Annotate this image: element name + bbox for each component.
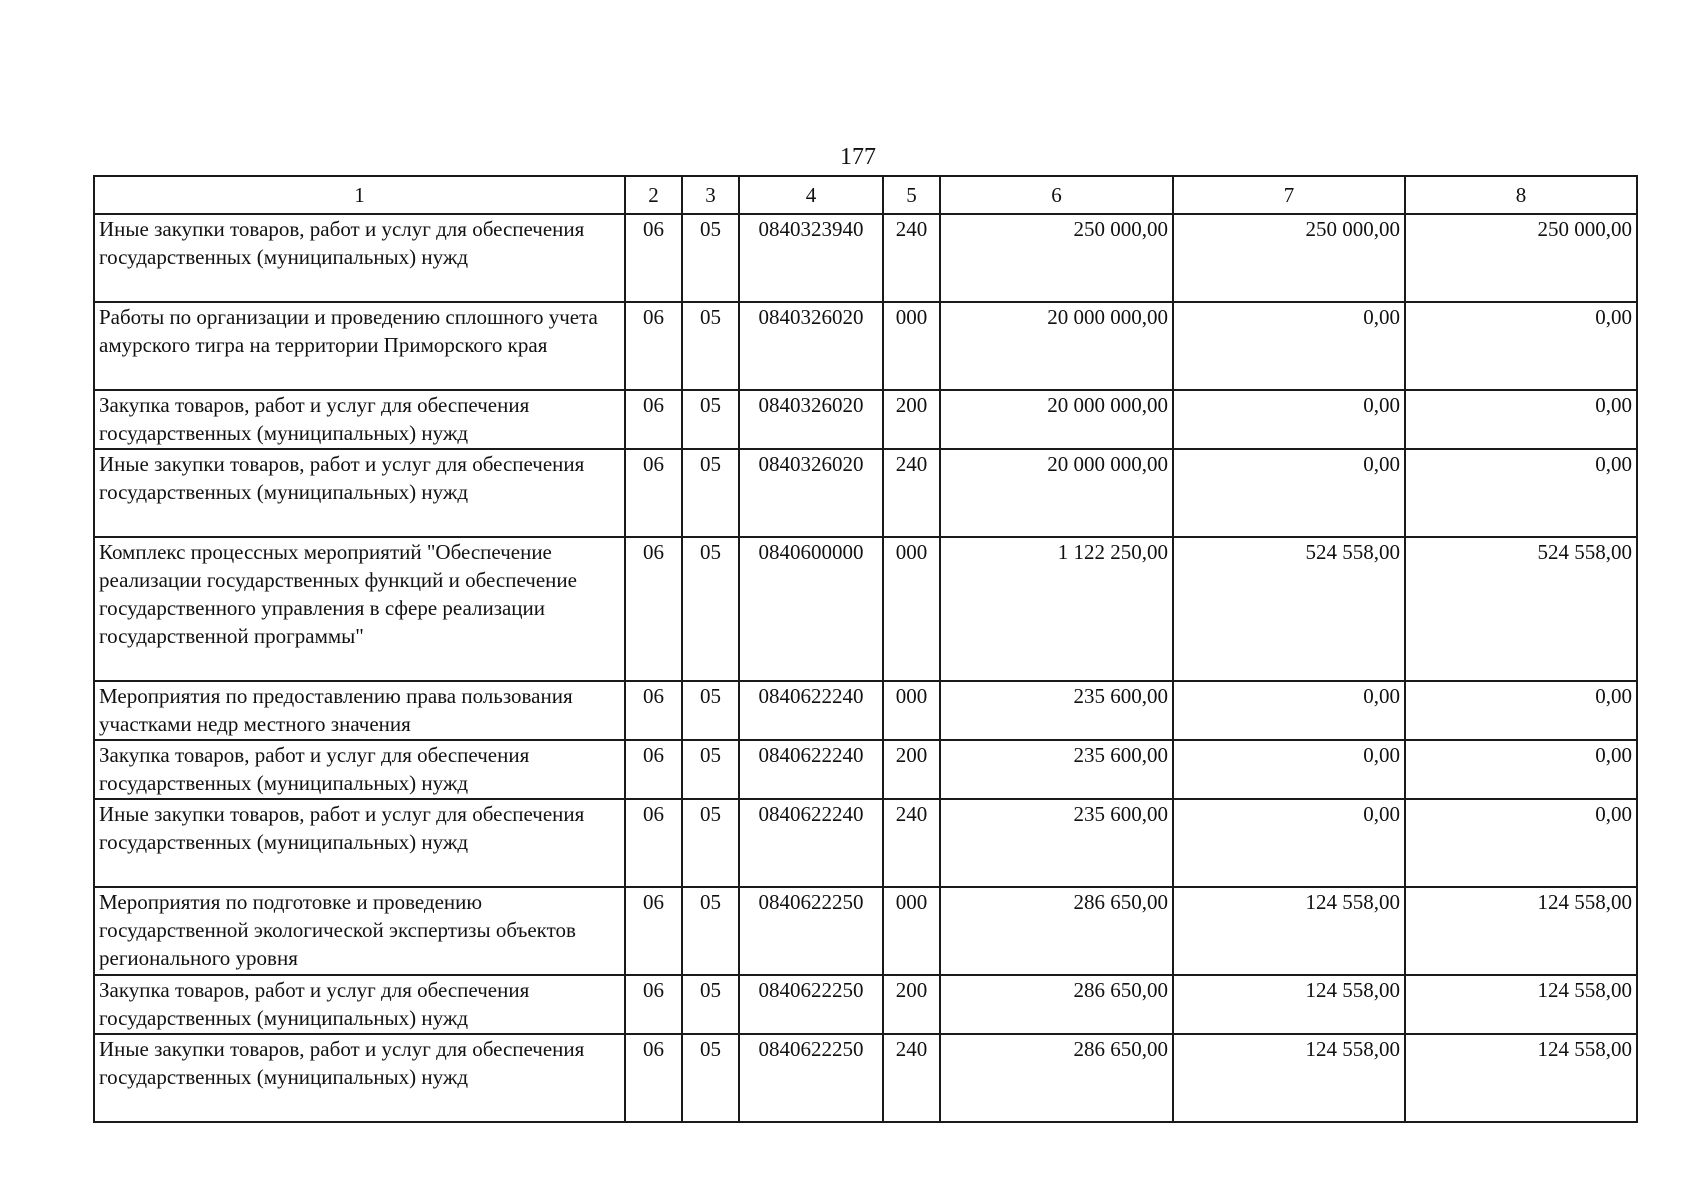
header-cell: 5: [883, 176, 940, 214]
row-name: Мероприятия по подготовке и проведению государственной экологической экспертизы объектов регионального уровня: [94, 887, 625, 975]
table-row: [94, 1034, 1637, 1122]
row-target-code: 0840622240: [739, 799, 883, 887]
table-row: [94, 740, 1637, 799]
row-name: Закупка товаров, работ и услуг для обеспечения государственных (муниципальных) нужд: [94, 390, 625, 449]
row-amount-col8: 0,00: [1405, 449, 1637, 537]
row-amount-col7: 0,00: [1173, 390, 1405, 449]
row-amount-col7: 124 558,00: [1173, 887, 1405, 975]
page-number: 177: [840, 144, 876, 170]
table-row: [94, 214, 1637, 302]
row-section: 06: [625, 390, 682, 449]
row-target-code: 0840323940: [739, 214, 883, 302]
row-name: Комплекс процессных мероприятий "Обеспечение реализации государственных функций и обеспечение государственного управления в сфере реализации государственной программы": [94, 537, 625, 681]
header-cell: 2: [625, 176, 682, 214]
row-expense-type: 200: [883, 390, 940, 449]
row-target-code: 0840326020: [739, 390, 883, 449]
row-amount-col6: 235 600,00: [940, 799, 1173, 887]
row-subsection: 05: [682, 537, 739, 681]
table-row: [94, 449, 1637, 537]
row-expense-type: 000: [883, 537, 940, 681]
row-amount-col7: 124 558,00: [1173, 1034, 1405, 1122]
table-row: [94, 799, 1637, 887]
row-subsection: 05: [682, 390, 739, 449]
row-subsection: 05: [682, 302, 739, 390]
row-amount-col8: 124 558,00: [1405, 1034, 1637, 1122]
row-amount-col8: 524 558,00: [1405, 537, 1637, 681]
row-subsection: 05: [682, 1034, 739, 1122]
row-section: 06: [625, 449, 682, 537]
row-amount-col8: 0,00: [1405, 681, 1637, 740]
row-amount-col7: 0,00: [1173, 681, 1405, 740]
header-cell: 3: [682, 176, 739, 214]
row-target-code: 0840622250: [739, 1034, 883, 1122]
header-cell: 1: [94, 176, 625, 214]
header-cell: 8: [1405, 176, 1637, 214]
row-expense-type: 240: [883, 1034, 940, 1122]
table-row: [94, 537, 1637, 681]
header-cell: 7: [1173, 176, 1405, 214]
row-section: 06: [625, 887, 682, 975]
row-amount-col8: 124 558,00: [1405, 975, 1637, 1034]
row-amount-col6: 235 600,00: [940, 740, 1173, 799]
row-amount-col7: 524 558,00: [1173, 537, 1405, 681]
row-subsection: 05: [682, 214, 739, 302]
row-amount-col7: 0,00: [1173, 302, 1405, 390]
row-subsection: 05: [682, 799, 739, 887]
row-section: 06: [625, 214, 682, 302]
row-section: 06: [625, 681, 682, 740]
row-target-code: 0840622250: [739, 975, 883, 1034]
row-name: Иные закупки товаров, работ и услуг для обеспечения государственных (муниципальных) нужд: [94, 1034, 625, 1122]
table-row: [94, 887, 1637, 975]
row-name: Иные закупки товаров, работ и услуг для обеспечения государственных (муниципальных) нужд: [94, 449, 625, 537]
row-amount-col7: 0,00: [1173, 449, 1405, 537]
row-amount-col6: 286 650,00: [940, 1034, 1173, 1122]
row-target-code: 0840326020: [739, 449, 883, 537]
row-amount-col7: 250 000,00: [1173, 214, 1405, 302]
row-amount-col8: 124 558,00: [1405, 887, 1637, 975]
budget-table: [93, 175, 1638, 1123]
row-expense-type: 200: [883, 975, 940, 1034]
row-amount-col8: 0,00: [1405, 390, 1637, 449]
table-row: [94, 975, 1637, 1034]
row-amount-col7: 0,00: [1173, 799, 1405, 887]
row-subsection: 05: [682, 449, 739, 537]
row-amount-col6: 250 000,00: [940, 214, 1173, 302]
row-expense-type: 240: [883, 799, 940, 887]
table-row: [94, 681, 1637, 740]
row-amount-col6: 235 600,00: [940, 681, 1173, 740]
row-amount-col8: 250 000,00: [1405, 214, 1637, 302]
row-section: 06: [625, 975, 682, 1034]
row-name: Работы по организации и проведению сплошного учета амурского тигра на территории Приморского края: [94, 302, 625, 390]
row-amount-col6: 20 000 000,00: [940, 302, 1173, 390]
row-name: Закупка товаров, работ и услуг для обеспечения государственных (муниципальных) нужд: [94, 740, 625, 799]
row-amount-col6: 1 122 250,00: [940, 537, 1173, 681]
header-row: [94, 176, 1637, 214]
row-expense-type: 000: [883, 887, 940, 975]
row-name: Закупка товаров, работ и услуг для обеспечения государственных (муниципальных) нужд: [94, 975, 625, 1034]
row-expense-type: 200: [883, 740, 940, 799]
row-name: Мероприятия по предоставлению права пользования участками недр местного значения: [94, 681, 625, 740]
row-target-code: 0840622240: [739, 740, 883, 799]
row-section: 06: [625, 302, 682, 390]
header-cell: 6: [940, 176, 1173, 214]
table-row: [94, 390, 1637, 449]
row-target-code: 0840600000: [739, 537, 883, 681]
header-cell: 4: [739, 176, 883, 214]
row-subsection: 05: [682, 975, 739, 1034]
row-section: 06: [625, 799, 682, 887]
row-amount-col6: 20 000 000,00: [940, 449, 1173, 537]
row-amount-col7: 0,00: [1173, 740, 1405, 799]
row-section: 06: [625, 1034, 682, 1122]
row-subsection: 05: [682, 887, 739, 975]
row-amount-col8: 0,00: [1405, 799, 1637, 887]
row-section: 06: [625, 537, 682, 681]
table-row: [94, 302, 1637, 390]
row-target-code: 0840326020: [739, 302, 883, 390]
row-section: 06: [625, 740, 682, 799]
row-amount-col8: 0,00: [1405, 302, 1637, 390]
row-amount-col8: 0,00: [1405, 740, 1637, 799]
row-name: Иные закупки товаров, работ и услуг для обеспечения государственных (муниципальных) нужд: [94, 799, 625, 887]
row-expense-type: 000: [883, 302, 940, 390]
row-subsection: 05: [682, 681, 739, 740]
row-expense-type: 000: [883, 681, 940, 740]
row-amount-col7: 124 558,00: [1173, 975, 1405, 1034]
row-target-code: 0840622250: [739, 887, 883, 975]
row-amount-col6: 20 000 000,00: [940, 390, 1173, 449]
row-target-code: 0840622240: [739, 681, 883, 740]
row-amount-col6: 286 650,00: [940, 887, 1173, 975]
row-amount-col6: 286 650,00: [940, 975, 1173, 1034]
row-subsection: 05: [682, 740, 739, 799]
row-expense-type: 240: [883, 214, 940, 302]
row-name: Иные закупки товаров, работ и услуг для обеспечения государственных (муниципальных) нужд: [94, 214, 625, 302]
row-expense-type: 240: [883, 449, 940, 537]
